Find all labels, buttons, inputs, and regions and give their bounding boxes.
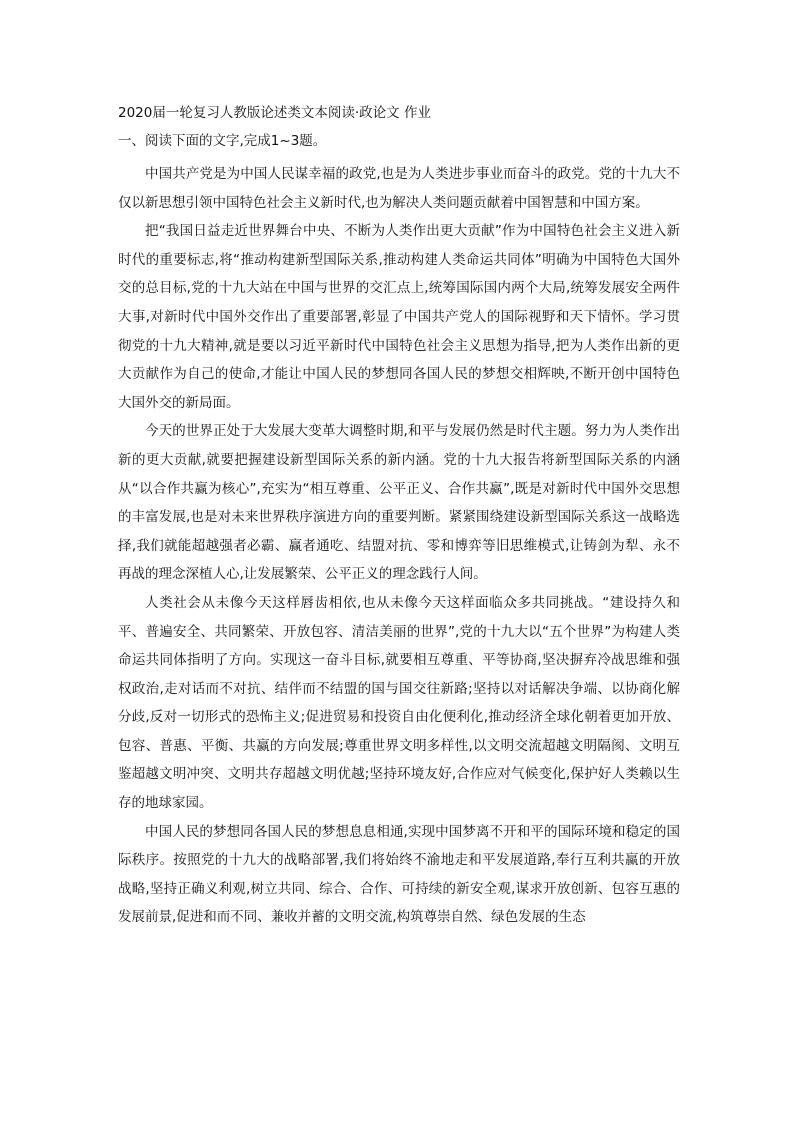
paragraph-5: 中国人民的梦想同各国人民的梦想息息相通,实现中国梦离不开和平的国际环境和稳定的国际秩序。按照党的十九大的战略部署,我们将始终不渝地走和平发展道路,奉行互利共赢的开放战略,坚持正确义利观,树立共同、综合、合作、可持续的新安全观,谋求开放创新、包容互惠的发展前景,促进和而不同、兼收并蓄的文明交流,构筑尊崇自然、绿色发展的生态	[118, 823, 680, 926]
paragraph-3: 今天的世界正处于大发展大变革大调整时期,和平与发展仍然是时代主题。努力为人类作出新的更大贡献,就要把握建设新型国际关系的新内涵。党的十九大报告将新型国际关系的内涵从“以合作共赢为核心”,充实为“相互尊重、公平正义、合作共赢”,既是对新时代中国外交思想的丰富发展,也是对未来世界秩序演进方向的重要判断。紧紧围绕建设新型国际关系这一战略选择,我们就能超越强者必霸、赢者通吃、结盟对抗、零和博弈等旧思维模式,让铸剑为犁、永不再战的理念深植人心,让发展繁荣、公平正义的理念践行人间。	[118, 423, 680, 583]
paragraph-2: 把“我国日益走近世界舞台中央、不断为人类作出更大贡献”作为中国特色社会主义进入新时代的重要标志,将“推动构建新型国际关系,推动构建人类命运共同体”明确为中国特色大国外交的总目标,党的十九大站在中国与世界的交汇点上,统筹国际国内两个大局,统筹发展安全两件大事,对新时代中国外交作出了重要部署,彰显了中国共产党人的国际视野和天下情怀。学习贯彻党的十九大精神,就是要以习近平新时代中国特色社会主义思想为指导,把为人类作出新的更大贡献作为自己的使命,才能让中国人民的梦想同各国人民的梦想交相辉映,不断开创中国特色大国外交的新局面。	[118, 223, 680, 411]
paragraph-1: 中国共产党是为中国人民谋幸福的政党,也是为人类进步事业而奋斗的政党。党的十九大不仅以新思想引领中国特色社会主义新时代,也为解决人类问题贡献着中国智慧和中国方案。	[118, 166, 680, 211]
document-title: 2020届一轮复习人教版论述类文本阅读·政论文 作业	[118, 105, 431, 121]
paragraph-4: 人类社会从未像今天这样唇齿相依,也从未像今天这样面临众多共同挑战。“建设持久和平、普遍安全、共同繁荣、开放包容、清洁美丽的世界”,党的十九大以“五个世界”为构建人类命运共同体指明了方向。实现这一奋斗目标,就要相互尊重、平等协商,坚决摒弃冷战思维和强权政治,走对话而不对抗、结伴而不结盟的国与国交往新路;坚持以对话解决争端、以协商化解分歧,反对一切形式的恐怖主义;促进贸易和投资自由化便利化,推动经济全球化朝着更加开放、包容、普惠、平衡、共赢的方向发展;尊重世界文明多样性,以文明交流超越文明隔阂、文明互鉴超越文明冲突、文明共存超越文明优越;坚持环境友好,合作应对气候变化,保护好人类赖以生存的地球家园。	[118, 594, 680, 812]
section-heading: 一、阅读下面的文字,完成1~3题。	[118, 133, 327, 149]
document-page	[118, 98, 680, 932]
